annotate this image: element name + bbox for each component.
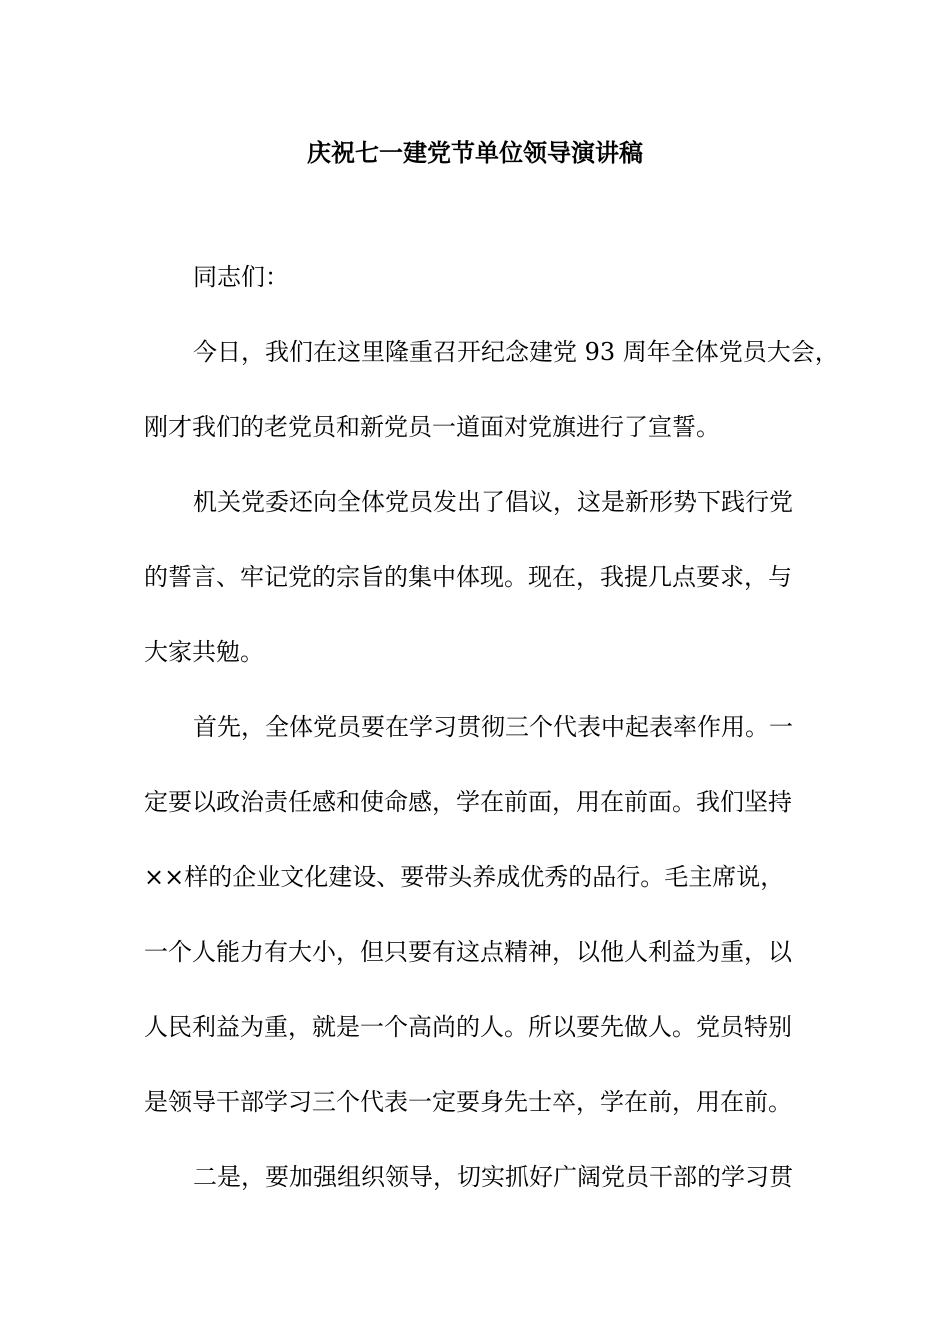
paragraph-line: 同志们： xyxy=(193,263,289,291)
paragraph-line: ××样的企业文化建设、要带头养成优秀的品行。毛主席说， xyxy=(144,863,785,891)
paragraph-line: 刚才我们的老党员和新党员一道面对党旗进行了宣誓。 xyxy=(144,413,720,441)
paragraph-line: 今日，我们在这里隆重召开纪念建党 93 周年全体党员大会， xyxy=(193,338,839,366)
paragraph-line: 首先，全体党员要在学习贯彻三个代表中起表率作用。一 xyxy=(193,713,793,741)
paragraph-line: 人民利益为重，就是一个高尚的人。所以要先做人。党员特别 xyxy=(144,1013,792,1041)
paragraph-line: 二是，要加强组织领导，切实抓好广阔党员干部的学习贯 xyxy=(193,1163,793,1191)
paragraph-line: 的誓言、牢记党的宗旨的集中体现。现在，我提几点要求，与 xyxy=(144,563,792,591)
paragraph-line: 定要以政治责任感和使命感，学在前面，用在前面。我们坚持 xyxy=(144,788,792,816)
paragraph-line: 一个人能力有大小，但只要有这点精神，以他人利益为重，以 xyxy=(144,938,792,966)
document-title: 庆祝七一建党节单位领导演讲稿 xyxy=(307,138,643,167)
paragraph-line: 大家共勉。 xyxy=(144,638,264,666)
paragraph-line: 是领导干部学习三个代表一定要身先士卒，学在前，用在前。 xyxy=(144,1088,792,1116)
paragraph-line: 机关党委还向全体党员发出了倡议，这是新形势下践行党 xyxy=(193,488,793,516)
